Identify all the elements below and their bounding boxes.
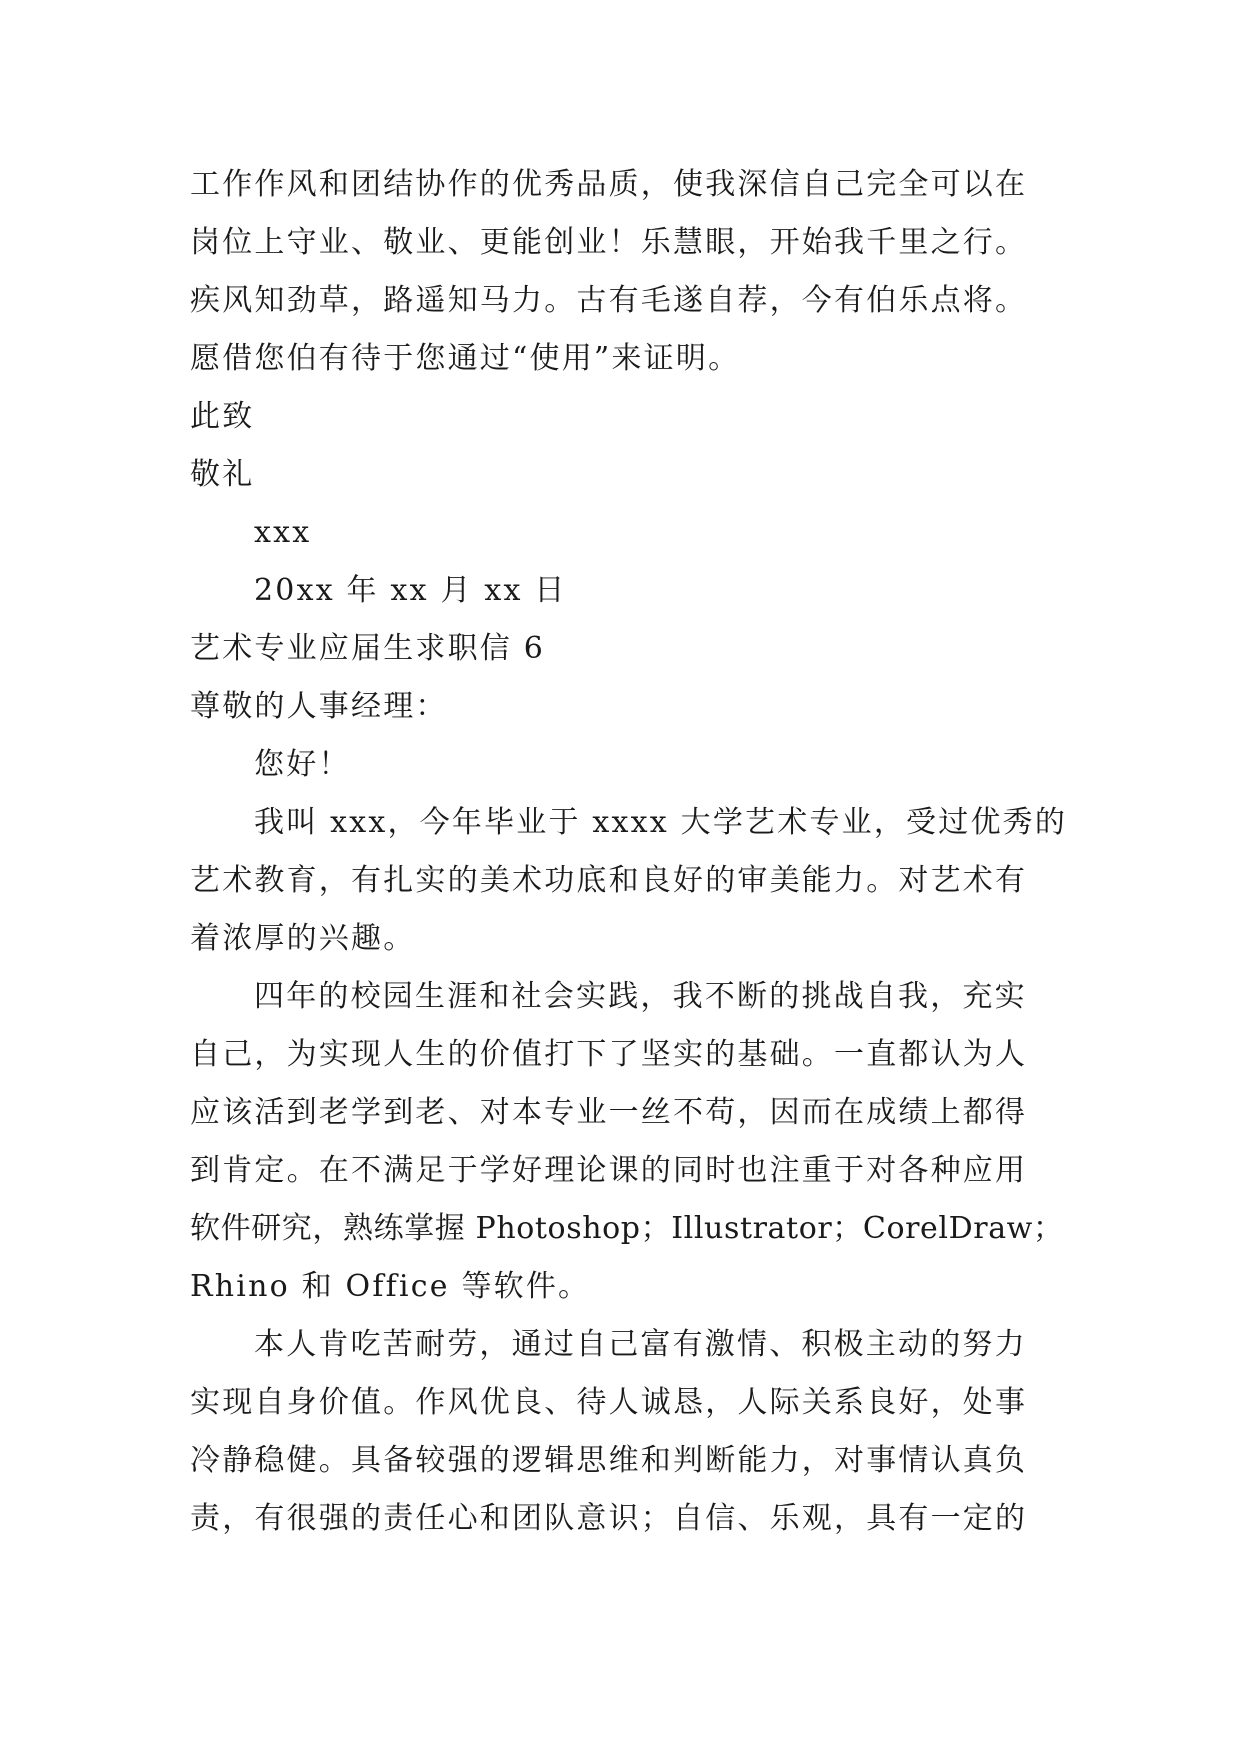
paragraph-line: 岗位上守业、敬业、更能创业！乐慧眼，开始我千里之行。	[190, 225, 1028, 260]
paragraph-line: Rhino 和 Office 等软件。	[190, 1269, 591, 1304]
paragraph-line: 愿借您伯有待于您通过“使用”来证明。	[190, 341, 741, 376]
paragraph-line: 应该活到老学到老、对本专业一丝不苟，因而在成绩上都得	[190, 1095, 1028, 1130]
closing-salutation: 敬礼	[190, 457, 255, 492]
paragraph-line: 软件研究，熟练掌握 Photoshop；Illustrator；CorelDraw；	[190, 1211, 1064, 1246]
paragraph-line: 着浓厚的兴趣。	[190, 921, 416, 956]
signature-name: xxx	[254, 515, 312, 550]
paragraph-line: 艺术教育，有扎实的美术功底和良好的审美能力。对艺术有	[190, 863, 1028, 898]
paragraph-line: 责，有很强的责任心和团队意识；自信、乐观，具有一定的	[190, 1501, 1028, 1536]
paragraph-line: 四年的校园生涯和社会实践，我不断的挑战自我，充实	[254, 979, 1027, 1014]
paragraph-line: 实现自身价值。作风优良、待人诚恳，人际关系良好，处事	[190, 1385, 1028, 1420]
paragraph-line: 工作作风和团结协作的优秀品质，使我深信自己完全可以在	[190, 167, 1028, 202]
section-heading: 艺术专业应届生求职信 6	[190, 631, 546, 666]
signature-date: 20xx 年 xx 月 xx 日	[254, 573, 567, 608]
paragraph-line: 疾风知劲草，路遥知马力。古有毛遂自荐，今有伯乐点将。	[190, 283, 1028, 318]
paragraph-line: 我叫 xxx，今年毕业于 xxxx 大学艺术专业，受过优秀的	[254, 805, 1068, 840]
paragraph-line: 本人肯吃苦耐劳，通过自己富有激情、积极主动的努力	[254, 1327, 1027, 1362]
closing-line: 此致	[190, 399, 255, 434]
paragraph-line: 冷静稳健。具备较强的逻辑思维和判断能力，对事情认真负	[190, 1443, 1028, 1478]
paragraph-line: 自己，为实现人生的价值打下了坚实的基础。一直都认为人	[190, 1037, 1028, 1072]
letter-addressee: 尊敬的人事经理：	[190, 689, 448, 724]
paragraph-line: 到肯定。在不满足于学好理论课的同时也注重于对各种应用	[190, 1153, 1028, 1188]
greeting: 您好！	[254, 747, 351, 782]
